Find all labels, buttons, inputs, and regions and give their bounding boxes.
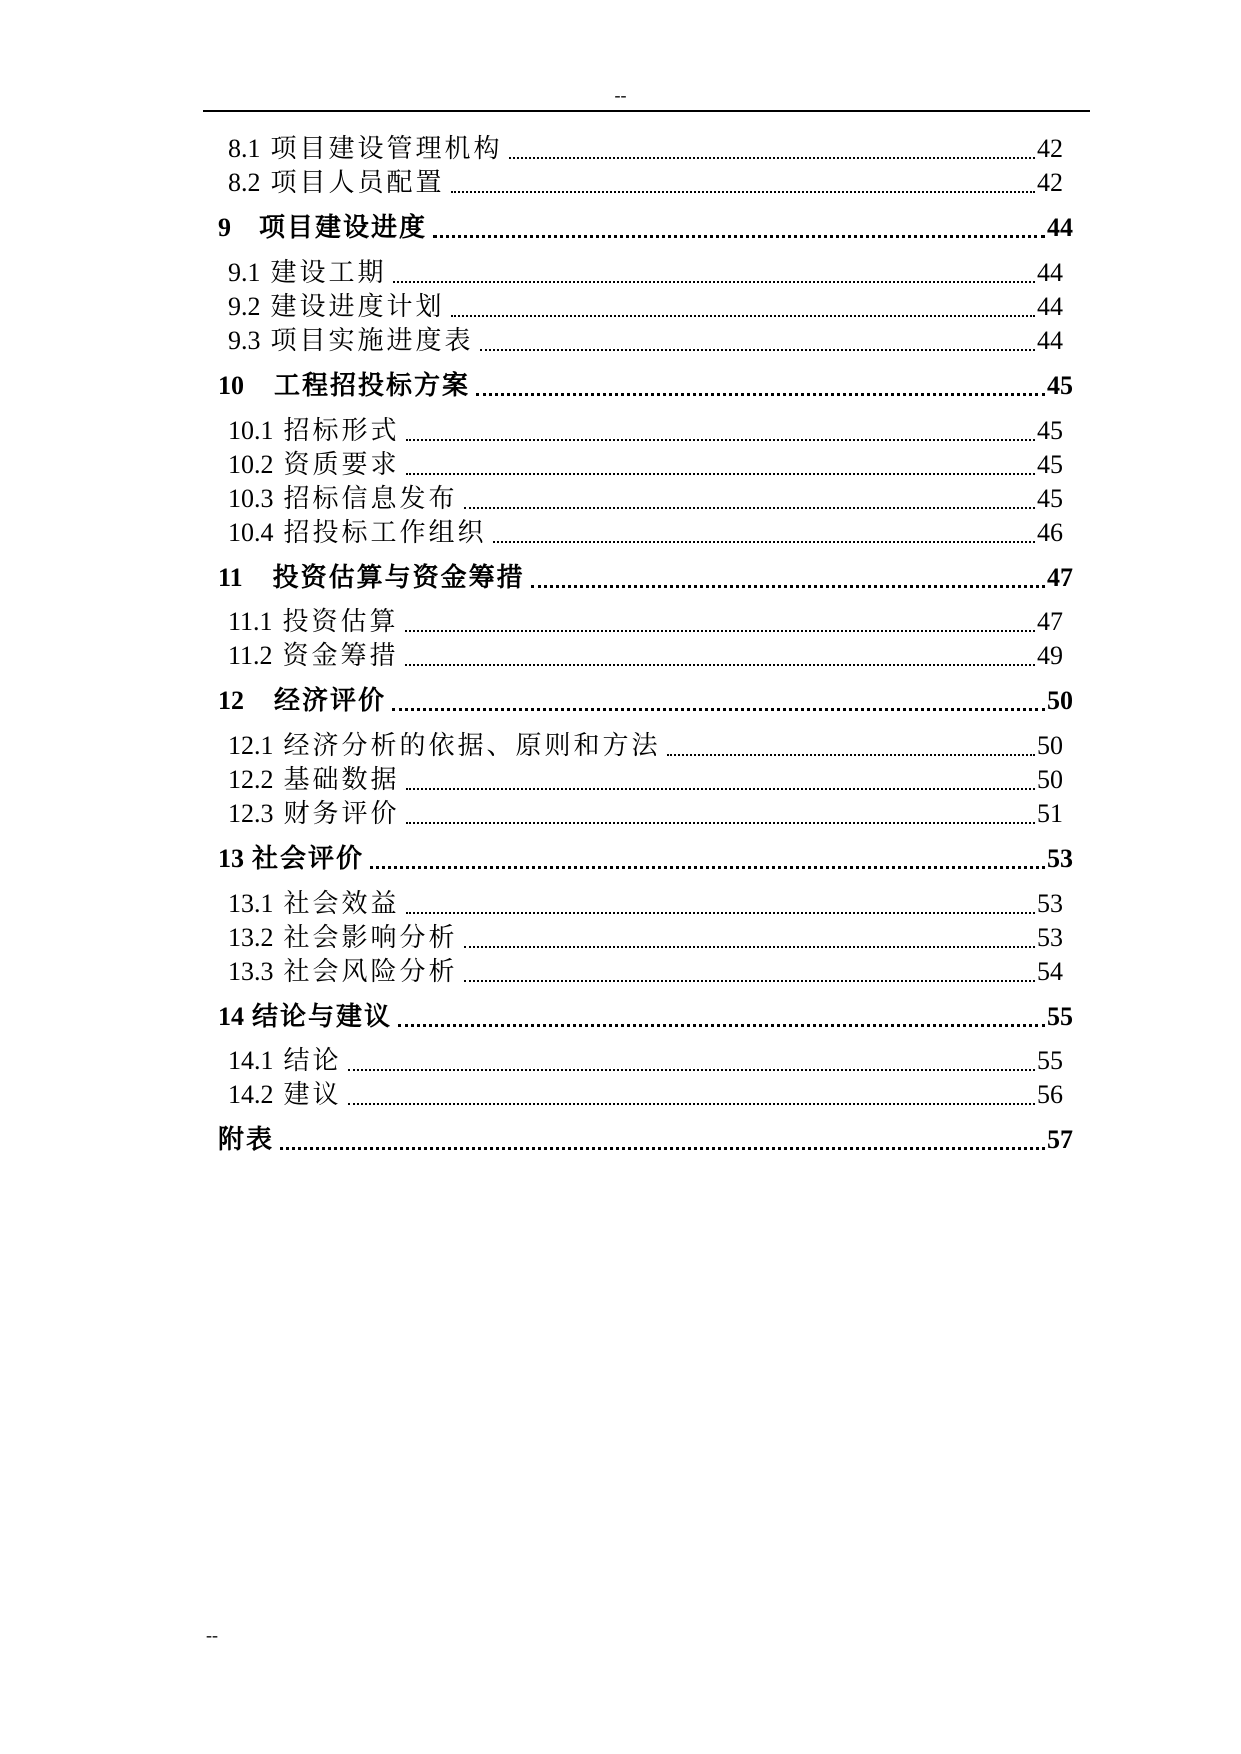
dot-leader	[667, 750, 1035, 756]
dot-leader	[398, 1020, 1045, 1027]
toc-entry-number: 9.2	[228, 292, 261, 321]
toc-entry-number: 12.1	[228, 731, 274, 760]
toc-entry-title: 工程招投标方案	[274, 371, 471, 400]
toc-entry-number: 11	[218, 563, 243, 592]
toc-entry-number: 12.3	[228, 799, 274, 828]
toc-entry-title: 项目人员配置	[270, 168, 445, 197]
toc-entry-page-number: 45	[1037, 484, 1063, 513]
toc-entry-title: 社会评价	[252, 844, 365, 873]
footer-mark: --	[206, 1625, 218, 1645]
dot-leader	[405, 660, 1035, 666]
toc-entry-title: 投资估算与资金筹措	[272, 563, 525, 592]
toc-entry-page-number: 45	[1047, 371, 1073, 400]
toc-chapter-entry[interactable]	[218, 680, 1073, 717]
dot-leader	[493, 537, 1035, 543]
toc-entry-number: 11.2	[228, 641, 273, 670]
toc-section-entry[interactable]	[228, 725, 1063, 762]
dot-leader	[392, 704, 1045, 711]
toc-entry-number: 13	[218, 844, 244, 873]
toc-section-entry[interactable]	[228, 917, 1063, 954]
toc-entry-title: 经济评价	[274, 686, 387, 715]
toc-entry-number: 10.3	[228, 484, 274, 513]
toc-entry-number: 14.1	[228, 1046, 274, 1075]
toc-section-entry[interactable]	[228, 162, 1063, 199]
toc-entry-number: 12.2	[228, 765, 274, 794]
toc-entry-title: 社会风险分析	[283, 957, 458, 986]
toc-section-entry[interactable]	[228, 635, 1063, 672]
toc-entry-number: 12	[218, 686, 244, 715]
toc-section-entry[interactable]	[228, 252, 1063, 289]
toc-entry-page-number: 44	[1037, 292, 1063, 321]
toc-section-entry[interactable]	[228, 410, 1063, 447]
toc-entry-title: 投资估算	[282, 607, 399, 636]
dot-leader	[406, 818, 1035, 824]
toc-entry-number: 8.2	[228, 168, 261, 197]
dot-leader	[509, 153, 1035, 159]
toc-entry-number: 9.3	[228, 326, 261, 355]
toc-entry-number: 13.1	[228, 889, 274, 918]
toc-entry-page-number: 54	[1037, 957, 1063, 986]
dot-leader	[280, 1143, 1045, 1150]
toc-chapter-entry[interactable]	[218, 557, 1073, 594]
toc-entry-number: 9	[218, 213, 231, 242]
toc-entry-number: 11.1	[228, 607, 273, 636]
toc-entry-page-number: 49	[1037, 641, 1063, 670]
toc-entry-number: 10	[218, 371, 244, 400]
dot-leader	[433, 231, 1045, 238]
toc-entry-page-number: 55	[1047, 1002, 1073, 1031]
toc-entry-page-number: 53	[1037, 923, 1063, 952]
toc-chapter-entry[interactable]	[218, 1119, 1073, 1156]
dot-leader	[451, 187, 1035, 193]
toc-entry-page-number: 51	[1037, 799, 1063, 828]
toc-section-entry[interactable]	[228, 320, 1063, 357]
toc-chapter-entry[interactable]	[218, 838, 1073, 875]
dot-leader	[406, 908, 1035, 914]
toc-entry-number: 13.3	[228, 957, 274, 986]
toc-entry-title: 建议	[283, 1080, 342, 1109]
toc-entry-page-number: 45	[1037, 450, 1063, 479]
toc-entry-title: 项目实施进度表	[270, 326, 474, 355]
toc-section-entry[interactable]	[228, 951, 1063, 988]
toc-entry-page-number: 47	[1047, 563, 1073, 592]
toc-section-entry[interactable]	[228, 601, 1063, 638]
toc-entry-page-number: 45	[1037, 416, 1063, 445]
toc-entry-title: 招标信息发布	[283, 484, 458, 513]
toc-section-entry[interactable]	[228, 444, 1063, 481]
header-mark: --	[614, 85, 627, 105]
toc-entry-title: 资金筹措	[282, 641, 399, 670]
toc-entry-number: 10.1	[228, 416, 274, 445]
toc-entry-title: 财务评价	[283, 799, 400, 828]
toc-entry-title: 经济分析的依据、原则和方法	[283, 731, 661, 760]
toc-section-entry[interactable]	[228, 478, 1063, 515]
toc-entry-number: 9.1	[228, 258, 261, 287]
toc-entry-page-number: 55	[1037, 1046, 1063, 1075]
dot-leader	[464, 503, 1035, 509]
toc-section-entry[interactable]	[228, 1040, 1063, 1077]
dot-leader	[348, 1065, 1035, 1071]
toc-entry-page-number: 47	[1037, 607, 1063, 636]
toc-entry-title: 招投标工作组织	[283, 518, 487, 547]
toc-entry-page-number: 56	[1037, 1080, 1063, 1109]
dot-leader	[531, 581, 1045, 588]
toc-entry-page-number: 44	[1047, 213, 1073, 242]
dot-leader	[393, 277, 1035, 283]
dot-leader	[405, 626, 1035, 632]
toc-entry-title: 建设进度计划	[270, 292, 445, 321]
toc-section-entry[interactable]	[228, 759, 1063, 796]
toc-section-entry[interactable]	[228, 512, 1063, 549]
toc-entry-title: 招标形式	[283, 416, 400, 445]
dot-leader	[464, 942, 1035, 948]
toc-entry-page-number: 44	[1037, 258, 1063, 287]
dot-leader	[406, 469, 1035, 475]
toc-entry-title: 基础数据	[283, 765, 400, 794]
toc-entry-title: 附表	[218, 1125, 275, 1154]
dot-leader	[348, 1099, 1035, 1105]
dot-leader	[370, 862, 1045, 869]
toc-chapter-entry[interactable]	[218, 207, 1073, 244]
toc-entry-number: 8.1	[228, 134, 261, 163]
toc-entry-number: 10.2	[228, 450, 274, 479]
toc-entry-page-number: 53	[1037, 889, 1063, 918]
toc-entry-page-number: 50	[1047, 686, 1073, 715]
dot-leader	[464, 976, 1035, 982]
toc-entry-page-number: 53	[1047, 844, 1073, 873]
toc-section-entry[interactable]	[228, 128, 1063, 165]
toc-entry-number: 14	[218, 1002, 244, 1031]
toc-entry-page-number: 42	[1037, 134, 1063, 163]
toc-entry-title: 社会效益	[283, 889, 400, 918]
dot-leader	[406, 784, 1035, 790]
toc-entry-title: 社会影响分析	[283, 923, 458, 952]
toc-entry-title: 结论	[283, 1046, 342, 1075]
toc-entry-title: 项目建设管理机构	[270, 134, 503, 163]
toc-entry-title: 项目建设进度	[259, 213, 428, 242]
toc-section-entry[interactable]	[228, 286, 1063, 323]
dot-leader	[406, 435, 1035, 441]
dot-leader	[451, 311, 1035, 317]
toc-entry-title: 资质要求	[283, 450, 400, 479]
toc-entry-page-number: 46	[1037, 518, 1063, 547]
toc-entry-number: 10.4	[228, 518, 274, 547]
toc-section-entry[interactable]	[228, 883, 1063, 920]
dot-leader	[480, 345, 1035, 351]
toc-section-entry[interactable]	[228, 1074, 1063, 1111]
toc-entry-page-number: 44	[1037, 326, 1063, 355]
toc-entry-number: 13.2	[228, 923, 274, 952]
dot-leader	[476, 389, 1045, 396]
toc-section-entry[interactable]	[228, 793, 1063, 830]
toc-chapter-entry[interactable]	[218, 365, 1073, 402]
toc-entry-page-number: 42	[1037, 168, 1063, 197]
toc-entry-page-number: 50	[1037, 765, 1063, 794]
toc-entry-title: 建设工期	[270, 258, 387, 287]
toc-entry-number: 14.2	[228, 1080, 274, 1109]
toc-entry-page-number: 50	[1037, 731, 1063, 760]
toc-entry-page-number: 57	[1047, 1125, 1073, 1154]
toc-chapter-entry[interactable]	[218, 996, 1073, 1033]
toc-entry-title: 结论与建议	[252, 1002, 393, 1031]
